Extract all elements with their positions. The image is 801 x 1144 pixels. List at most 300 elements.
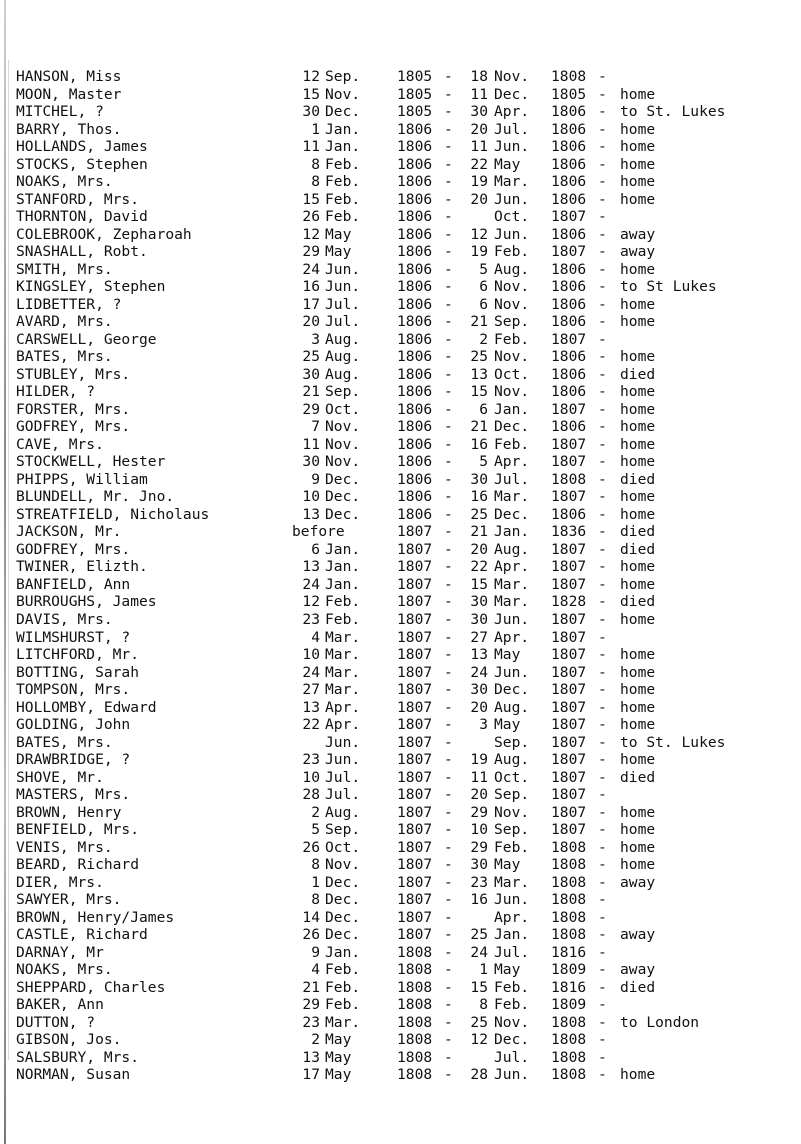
end-day: 21 bbox=[470, 523, 488, 541]
end-month: Jun. bbox=[494, 1066, 530, 1084]
start-year: 1808 bbox=[397, 996, 433, 1014]
end-day: 19 bbox=[470, 751, 488, 769]
start-year: 1806 bbox=[397, 488, 433, 506]
start-year: 1807 bbox=[397, 593, 433, 611]
end-year: 1807 bbox=[551, 751, 587, 769]
note-separator: - bbox=[598, 961, 607, 979]
end-day: 13 bbox=[470, 365, 488, 383]
start-day: 30 bbox=[302, 103, 320, 121]
person-name: COLEBROOK, Zepharoah bbox=[16, 225, 192, 243]
start-year: 1806 bbox=[397, 120, 433, 138]
register-row bbox=[0, 944, 801, 962]
end-year: 1807 bbox=[551, 803, 587, 821]
end-year: 1806 bbox=[551, 138, 587, 156]
end-day: 15 bbox=[470, 978, 488, 996]
note-separator: - bbox=[598, 821, 607, 839]
start-day: 11 bbox=[302, 138, 320, 156]
start-day: 21 bbox=[302, 383, 320, 401]
end-month: Oct. bbox=[494, 768, 530, 786]
start-day: 23 bbox=[302, 1013, 320, 1031]
note-separator: - bbox=[598, 751, 607, 769]
start-month: Apr. bbox=[325, 698, 361, 716]
note-separator: - bbox=[598, 365, 607, 383]
person-name: BROWN, Henry/James bbox=[16, 908, 175, 926]
end-month: Apr. bbox=[494, 558, 530, 576]
date-separator: - bbox=[444, 1066, 453, 1084]
end-day: 27 bbox=[470, 628, 488, 646]
end-day: 5 bbox=[479, 260, 488, 278]
start-year: 1807 bbox=[397, 681, 433, 699]
start-day: 30 bbox=[302, 365, 320, 383]
person-name: HOLLANDS, James bbox=[16, 138, 148, 156]
start-year: 1806 bbox=[397, 138, 433, 156]
disposition-note: home bbox=[620, 488, 656, 506]
end-day: 1 bbox=[479, 961, 488, 979]
start-year: 1806 bbox=[397, 278, 433, 296]
end-month: Apr. bbox=[494, 908, 530, 926]
start-day: 8 bbox=[311, 173, 320, 191]
person-name: BANFIELD, Ann bbox=[16, 575, 131, 593]
disposition-note: home bbox=[620, 313, 656, 331]
person-name: BARRY, Thos. bbox=[16, 120, 122, 138]
start-day: 26 bbox=[302, 208, 320, 226]
start-year: 1808 bbox=[397, 978, 433, 996]
note-separator: - bbox=[598, 558, 607, 576]
note-separator: - bbox=[598, 540, 607, 558]
note-separator: - bbox=[598, 120, 607, 138]
start-day: 13 bbox=[302, 698, 320, 716]
start-day: 15 bbox=[302, 190, 320, 208]
start-day: 10 bbox=[302, 488, 320, 506]
note-separator: - bbox=[598, 978, 607, 996]
register-row bbox=[0, 629, 801, 647]
register-row bbox=[0, 961, 801, 979]
start-day: 13 bbox=[302, 1048, 320, 1066]
disposition-note: home bbox=[620, 173, 656, 191]
disposition-note: to St. Lukes bbox=[620, 103, 726, 121]
register-row bbox=[0, 1049, 801, 1067]
date-separator: - bbox=[444, 278, 453, 296]
note-separator: - bbox=[598, 575, 607, 593]
start-year: 1806 bbox=[397, 435, 433, 453]
end-day: 30 bbox=[470, 856, 488, 874]
end-month: Jun. bbox=[494, 225, 530, 243]
start-month: Feb. bbox=[325, 978, 361, 996]
start-year: 1808 bbox=[397, 943, 433, 961]
disposition-note: home bbox=[620, 383, 656, 401]
end-month: Apr. bbox=[494, 103, 530, 121]
end-year: 1808 bbox=[551, 1031, 587, 1049]
start-year: 1806 bbox=[397, 260, 433, 278]
start-month: Jun. bbox=[325, 278, 361, 296]
end-month: Oct. bbox=[494, 208, 530, 226]
date-separator: - bbox=[444, 698, 453, 716]
start-year: 1806 bbox=[397, 225, 433, 243]
start-day: 10 bbox=[302, 646, 320, 664]
register-row bbox=[0, 138, 801, 156]
register-row bbox=[0, 804, 801, 822]
end-day: 11 bbox=[470, 138, 488, 156]
start-month: Feb. bbox=[325, 155, 361, 173]
end-day: 8 bbox=[479, 996, 488, 1014]
start-month: Dec. bbox=[325, 873, 361, 891]
end-month: Mar. bbox=[494, 575, 530, 593]
start-day: 27 bbox=[302, 681, 320, 699]
register-row bbox=[0, 436, 801, 454]
start-day: 24 bbox=[302, 575, 320, 593]
start-month: Dec. bbox=[325, 470, 361, 488]
end-month: Jul. bbox=[494, 1048, 530, 1066]
date-separator: - bbox=[444, 190, 453, 208]
end-month: May bbox=[494, 155, 521, 173]
start-month: Nov. bbox=[325, 418, 361, 436]
start-month: Jul. bbox=[325, 295, 361, 313]
end-year: 1807 bbox=[551, 768, 587, 786]
disposition-note: away bbox=[620, 873, 656, 891]
person-name: GODFREY, Mrs. bbox=[16, 540, 131, 558]
register-row bbox=[0, 979, 801, 997]
note-separator: - bbox=[598, 891, 607, 909]
person-name: SNASHALL, Robt. bbox=[16, 243, 148, 261]
start-year: 1806 bbox=[397, 208, 433, 226]
disposition-note: home bbox=[620, 856, 656, 874]
end-year: 1808 bbox=[551, 68, 587, 85]
disposition-note: home bbox=[620, 716, 656, 734]
disposition-note: home bbox=[620, 505, 656, 523]
start-year: 1807 bbox=[397, 646, 433, 664]
note-separator: - bbox=[598, 733, 607, 751]
end-year: 1809 bbox=[551, 961, 587, 979]
person-name: HILDER, ? bbox=[16, 383, 96, 401]
end-year: 1808 bbox=[551, 873, 587, 891]
start-month: Mar. bbox=[325, 628, 361, 646]
register-row bbox=[0, 1031, 801, 1049]
end-day: 18 bbox=[470, 68, 488, 85]
person-name: BEARD, Richard bbox=[16, 856, 140, 874]
start-year: 1807 bbox=[397, 803, 433, 821]
end-year: 1808 bbox=[551, 891, 587, 909]
end-month: Mar. bbox=[494, 488, 530, 506]
start-day: 23 bbox=[302, 610, 320, 628]
start-day: 2 bbox=[311, 803, 320, 821]
register-row bbox=[0, 208, 801, 226]
disposition-note: home bbox=[620, 1066, 656, 1084]
end-year: 1806 bbox=[551, 418, 587, 436]
start-month: Jul. bbox=[325, 768, 361, 786]
note-separator: - bbox=[598, 926, 607, 944]
end-year: 1806 bbox=[551, 190, 587, 208]
date-separator: - bbox=[444, 663, 453, 681]
end-year: 1808 bbox=[551, 1013, 587, 1031]
note-separator: - bbox=[598, 786, 607, 804]
end-day: 25 bbox=[470, 926, 488, 944]
start-year: 1806 bbox=[397, 190, 433, 208]
date-separator: - bbox=[444, 208, 453, 226]
start-year: 1806 bbox=[397, 470, 433, 488]
start-year: 1808 bbox=[397, 1066, 433, 1084]
end-month: Aug. bbox=[494, 751, 530, 769]
register-row bbox=[0, 821, 801, 839]
date-separator: - bbox=[444, 1013, 453, 1031]
end-month: Feb. bbox=[494, 243, 530, 261]
start-day: 12 bbox=[302, 68, 320, 85]
disposition-note: home bbox=[620, 120, 656, 138]
start-year: 1807 bbox=[397, 821, 433, 839]
register-row bbox=[0, 453, 801, 471]
start-day: 26 bbox=[302, 838, 320, 856]
date-separator: - bbox=[444, 978, 453, 996]
start-month: May bbox=[325, 225, 352, 243]
person-name: DUTTON, ? bbox=[16, 1013, 96, 1031]
end-day: 20 bbox=[470, 540, 488, 558]
start-year: 1807 bbox=[397, 751, 433, 769]
start-month: Aug. bbox=[325, 330, 361, 348]
start-month: Oct. bbox=[325, 838, 361, 856]
end-month: Aug. bbox=[494, 540, 530, 558]
start-year: 1808 bbox=[397, 1048, 433, 1066]
start-month: Sep. bbox=[325, 68, 361, 85]
register-row bbox=[0, 996, 801, 1014]
end-month: Oct. bbox=[494, 365, 530, 383]
start-year: 1806 bbox=[397, 365, 433, 383]
end-year: 1807 bbox=[551, 733, 587, 751]
person-name: SALSBURY, Mrs. bbox=[16, 1048, 140, 1066]
end-year: 1806 bbox=[551, 383, 587, 401]
start-month: May bbox=[325, 243, 352, 261]
end-year: 1807 bbox=[551, 716, 587, 734]
end-day: 10 bbox=[470, 821, 488, 839]
end-month: Nov. bbox=[494, 68, 530, 85]
start-month: Jan. bbox=[325, 943, 361, 961]
disposition-note: died bbox=[620, 470, 656, 488]
start-year: 1807 bbox=[397, 663, 433, 681]
note-separator: - bbox=[598, 173, 607, 191]
register-row bbox=[0, 891, 801, 909]
date-separator: - bbox=[444, 786, 453, 804]
end-year: 1808 bbox=[551, 926, 587, 944]
person-name: BLUNDELL, Mr. Jno. bbox=[16, 488, 175, 506]
start-year: 1807 bbox=[397, 628, 433, 646]
end-year: 1828 bbox=[551, 593, 587, 611]
register-row bbox=[0, 646, 801, 664]
start-month: Feb. bbox=[325, 961, 361, 979]
start-year: 1807 bbox=[397, 838, 433, 856]
note-separator: - bbox=[598, 1048, 607, 1066]
note-separator: - bbox=[598, 943, 607, 961]
date-separator: - bbox=[444, 348, 453, 366]
date-separator: - bbox=[444, 295, 453, 313]
register-list bbox=[0, 68, 801, 1084]
note-separator: - bbox=[598, 856, 607, 874]
register-row bbox=[0, 418, 801, 436]
disposition-note: to St. Lukes bbox=[620, 733, 726, 751]
person-name: BURROUGHS, James bbox=[16, 593, 157, 611]
end-year: 1807 bbox=[551, 330, 587, 348]
disposition-note: home bbox=[620, 610, 656, 628]
note-separator: - bbox=[598, 278, 607, 296]
date-separator: - bbox=[444, 138, 453, 156]
start-year: 1807 bbox=[397, 891, 433, 909]
register-row bbox=[0, 278, 801, 296]
end-year: 1806 bbox=[551, 120, 587, 138]
end-year: 1807 bbox=[551, 208, 587, 226]
disposition-note: home bbox=[620, 698, 656, 716]
start-month: Jun. bbox=[325, 260, 361, 278]
end-month: Sep. bbox=[494, 786, 530, 804]
start-month: Jan. bbox=[325, 575, 361, 593]
note-separator: - bbox=[598, 610, 607, 628]
start-day: 9 bbox=[311, 943, 320, 961]
note-separator: - bbox=[598, 698, 607, 716]
end-month: Aug. bbox=[494, 698, 530, 716]
disposition-note: home bbox=[620, 803, 656, 821]
end-month: Apr. bbox=[494, 453, 530, 471]
date-separator: - bbox=[444, 418, 453, 436]
end-month: Feb. bbox=[494, 978, 530, 996]
register-row bbox=[0, 366, 801, 384]
disposition-note: home bbox=[620, 155, 656, 173]
date-separator: - bbox=[444, 996, 453, 1014]
end-day: 15 bbox=[470, 383, 488, 401]
register-row bbox=[0, 611, 801, 629]
person-name: NOAKS, Mrs. bbox=[16, 961, 113, 979]
disposition-note: home bbox=[620, 260, 656, 278]
end-year: 1806 bbox=[551, 295, 587, 313]
register-row bbox=[0, 103, 801, 121]
start-month: Mar. bbox=[325, 1013, 361, 1031]
person-name: CASTLE, Richard bbox=[16, 926, 148, 944]
note-separator: - bbox=[598, 453, 607, 471]
register-row bbox=[0, 786, 801, 804]
end-month: Nov. bbox=[494, 295, 530, 313]
date-separator: - bbox=[444, 435, 453, 453]
person-name: MASTERS, Mrs. bbox=[16, 786, 131, 804]
end-year: 1807 bbox=[551, 453, 587, 471]
person-name: WILMSHURST, ? bbox=[16, 628, 131, 646]
disposition-note: away bbox=[620, 225, 656, 243]
start-year: 1807 bbox=[397, 716, 433, 734]
start-month: Aug. bbox=[325, 348, 361, 366]
end-month: Sep. bbox=[494, 821, 530, 839]
register-row bbox=[0, 191, 801, 209]
person-name: CARSWELL, George bbox=[16, 330, 157, 348]
start-month: Jan. bbox=[325, 540, 361, 558]
start-month: Nov. bbox=[325, 435, 361, 453]
end-month: Mar. bbox=[494, 593, 530, 611]
start-day: before bbox=[292, 523, 345, 541]
date-separator: - bbox=[444, 733, 453, 751]
note-separator: - bbox=[598, 68, 607, 85]
start-day: 12 bbox=[302, 593, 320, 611]
end-day: 29 bbox=[470, 838, 488, 856]
date-separator: - bbox=[444, 523, 453, 541]
note-separator: - bbox=[598, 225, 607, 243]
person-name: SHOVE, Mr. bbox=[16, 768, 104, 786]
start-month: May bbox=[325, 1031, 352, 1049]
note-separator: - bbox=[598, 330, 607, 348]
date-separator: - bbox=[444, 225, 453, 243]
register-row bbox=[0, 296, 801, 314]
person-name: MOON, Master bbox=[16, 85, 122, 103]
end-year: 1816 bbox=[551, 943, 587, 961]
start-year: 1807 bbox=[397, 523, 433, 541]
register-row bbox=[0, 716, 801, 734]
end-year: 1808 bbox=[551, 838, 587, 856]
start-year: 1807 bbox=[397, 575, 433, 593]
start-day: 24 bbox=[302, 260, 320, 278]
person-name: DAVIS, Mrs. bbox=[16, 610, 113, 628]
date-separator: - bbox=[444, 120, 453, 138]
register-row bbox=[0, 401, 801, 419]
person-name: DARNAY, Mr bbox=[16, 943, 104, 961]
start-month: May bbox=[325, 1048, 352, 1066]
disposition-note: died bbox=[620, 593, 656, 611]
date-separator: - bbox=[444, 330, 453, 348]
register-row bbox=[0, 331, 801, 349]
date-separator: - bbox=[444, 173, 453, 191]
end-year: 1808 bbox=[551, 856, 587, 874]
start-day: 2 bbox=[311, 1031, 320, 1049]
start-day: 15 bbox=[302, 85, 320, 103]
disposition-note: home bbox=[620, 435, 656, 453]
start-year: 1808 bbox=[397, 961, 433, 979]
register-row bbox=[0, 261, 801, 279]
register-row bbox=[0, 839, 801, 857]
date-separator: - bbox=[444, 505, 453, 523]
start-year: 1807 bbox=[397, 786, 433, 804]
person-name: TWINER, Elizth. bbox=[16, 558, 148, 576]
end-year: 1836 bbox=[551, 523, 587, 541]
start-month: Dec. bbox=[325, 926, 361, 944]
date-separator: - bbox=[444, 470, 453, 488]
note-separator: - bbox=[598, 383, 607, 401]
end-year: 1806 bbox=[551, 155, 587, 173]
date-separator: - bbox=[444, 1048, 453, 1066]
note-separator: - bbox=[598, 996, 607, 1014]
start-month: Dec. bbox=[325, 103, 361, 121]
person-name: STANFORD, Mrs. bbox=[16, 190, 140, 208]
note-separator: - bbox=[598, 418, 607, 436]
register-row bbox=[0, 488, 801, 506]
end-month: May bbox=[494, 646, 521, 664]
start-day: 8 bbox=[311, 155, 320, 173]
end-day: 30 bbox=[470, 103, 488, 121]
start-day: 30 bbox=[302, 453, 320, 471]
end-month: Feb. bbox=[494, 435, 530, 453]
date-separator: - bbox=[444, 821, 453, 839]
end-month: Apr. bbox=[494, 628, 530, 646]
end-day: 6 bbox=[479, 400, 488, 418]
end-day: 2 bbox=[479, 330, 488, 348]
end-day: 16 bbox=[470, 891, 488, 909]
person-name: SHEPPARD, Charles bbox=[16, 978, 166, 996]
end-year: 1807 bbox=[551, 435, 587, 453]
note-separator: - bbox=[598, 208, 607, 226]
disposition-note: home bbox=[620, 681, 656, 699]
end-month: Jan. bbox=[494, 926, 530, 944]
start-year: 1806 bbox=[397, 155, 433, 173]
date-separator: - bbox=[444, 68, 453, 85]
end-month: Mar. bbox=[494, 173, 530, 191]
person-name: FORSTER, Mrs. bbox=[16, 400, 131, 418]
end-year: 1807 bbox=[551, 610, 587, 628]
person-name: THORNTON, David bbox=[16, 208, 148, 226]
start-day: 23 bbox=[302, 751, 320, 769]
end-month: Feb. bbox=[494, 996, 530, 1014]
disposition-note: died bbox=[620, 540, 656, 558]
register-row bbox=[0, 68, 801, 86]
start-day: 24 bbox=[302, 663, 320, 681]
